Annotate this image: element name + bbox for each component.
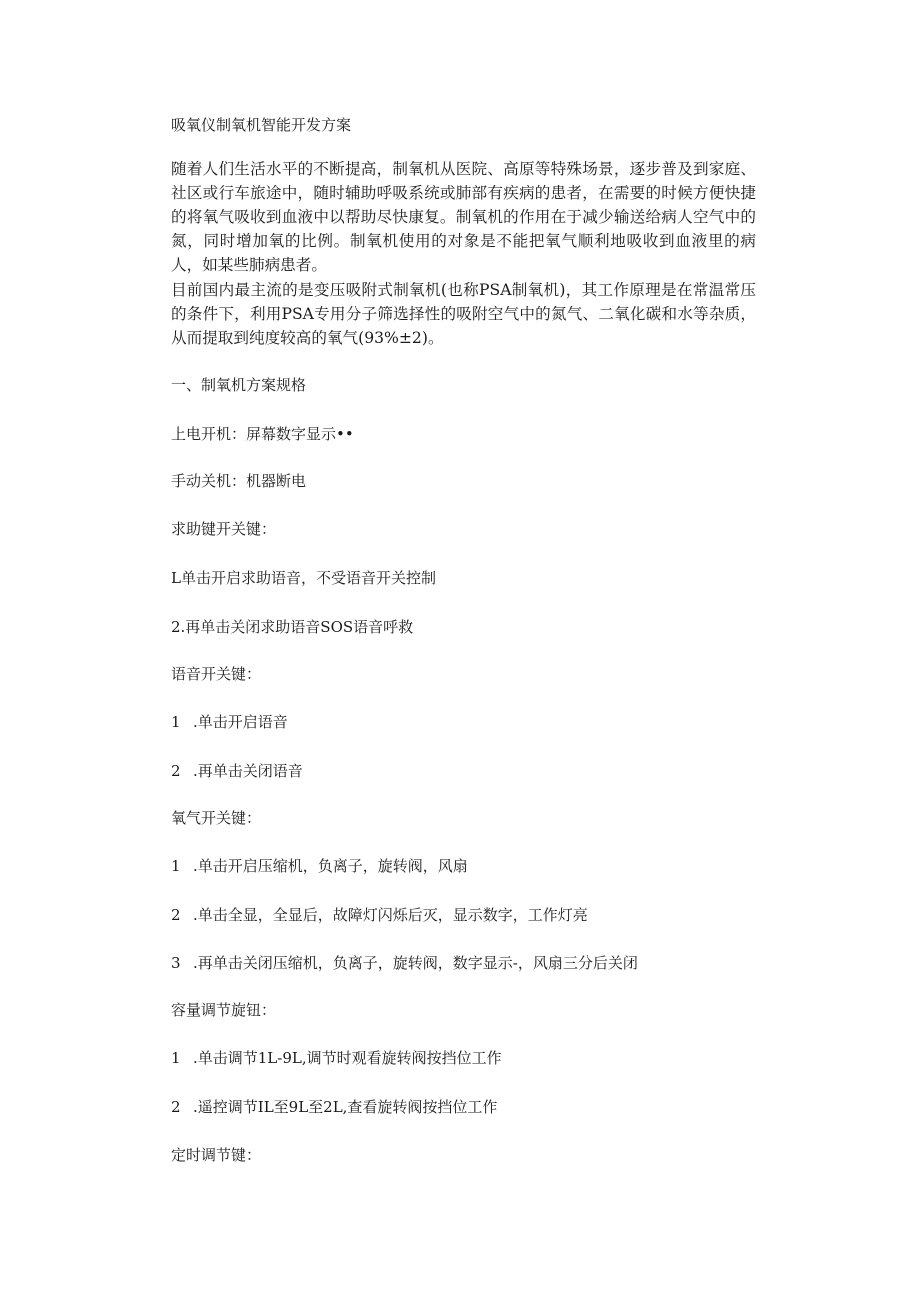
item-number: 1 bbox=[171, 857, 181, 875]
power-off-line: 手动关机：机器断电 bbox=[171, 472, 307, 490]
capacity-knob-heading: 容量调节旋钮： bbox=[171, 1001, 277, 1019]
item-number: 2 bbox=[171, 762, 181, 780]
intro-paragraph: 随着人们生活水平的不断提高，制氧机从医院、高原等特殊场景，逐步普及到家庭、社区或行车旅途中，随时辅助呼吸系统或肺部有疾病的患者，在需要的时候方便快捷的将氧气吸收到血液中以帮助尽快康复。制氧机的作用在于减少输送给病人空气中的氮，同时增加氧的比例。制氧机使用的对象是不能把氧气顺利地吸收到血液里的病人，如某些肺病患者。 bbox=[171, 160, 756, 274]
capacity-knob-item-2 bbox=[171, 1097, 497, 1117]
oxygen-key-heading: 氧气开关键： bbox=[171, 809, 262, 827]
power-on-line: 上电开机：屏幕数字显示•• bbox=[171, 425, 354, 443]
item-text: .遥控调节IL至9L至2L,查看旋转阀按挡位工作 bbox=[193, 1098, 498, 1116]
item-text: .单击开启压缩机，负离子，旋转阀，风扇 bbox=[193, 857, 468, 875]
item-number: 2 bbox=[171, 1098, 181, 1116]
item-number: 1 bbox=[171, 713, 181, 731]
principle-paragraph: 目前国内最主流的是变压吸附式制氧机(也称PSA制氧机)，其工作原理是在常温常压的条件下，利用PSA专用分子筛选择性的吸附空气中的氮气、二氧化碳和水等杂质，从而提取到纯度较高的氧气(93%±2)。 bbox=[171, 281, 756, 347]
item-text: .再单击关闭压缩机，负离子，旋转阀，数字显示-，风扇三分后关闭 bbox=[193, 954, 638, 972]
item-text: .单击全显，全显后，故障灯闪烁后灭，显示数字，工作灯亮 bbox=[193, 906, 588, 924]
capacity-knob-item-1 bbox=[171, 1048, 502, 1068]
help-key-heading: 求助键开关键： bbox=[171, 520, 277, 538]
document-title: 吸氧仪制氧机智能开发方案 bbox=[171, 116, 352, 134]
oxygen-key-item-1 bbox=[171, 856, 468, 876]
item-number: 2 bbox=[171, 906, 181, 924]
timer-key-heading: 定时调节键： bbox=[171, 1146, 262, 1164]
oxygen-key-item-2 bbox=[171, 905, 588, 925]
item-text: .单击调节1L-9L,调节时观看旋转阀按挡位工作 bbox=[193, 1049, 502, 1067]
voice-key-item-2 bbox=[171, 761, 303, 781]
help-key-item-2: 2.再单击关闭求助语音SOS语音呼救 bbox=[171, 618, 414, 636]
voice-key-heading: 语音开关键： bbox=[171, 665, 262, 683]
item-text: .单击开启语音 bbox=[193, 713, 288, 731]
oxygen-key-item-3 bbox=[171, 953, 638, 973]
item-number: 1 bbox=[171, 1049, 181, 1067]
section-heading: 一、制氧机方案规格 bbox=[171, 376, 307, 394]
item-number: 3 bbox=[171, 954, 181, 972]
help-key-item-1: L单击开启求助语音，不受语音开关控制 bbox=[171, 569, 436, 587]
item-text: .再单击关闭语音 bbox=[193, 762, 303, 780]
voice-key-item-1 bbox=[171, 712, 288, 732]
